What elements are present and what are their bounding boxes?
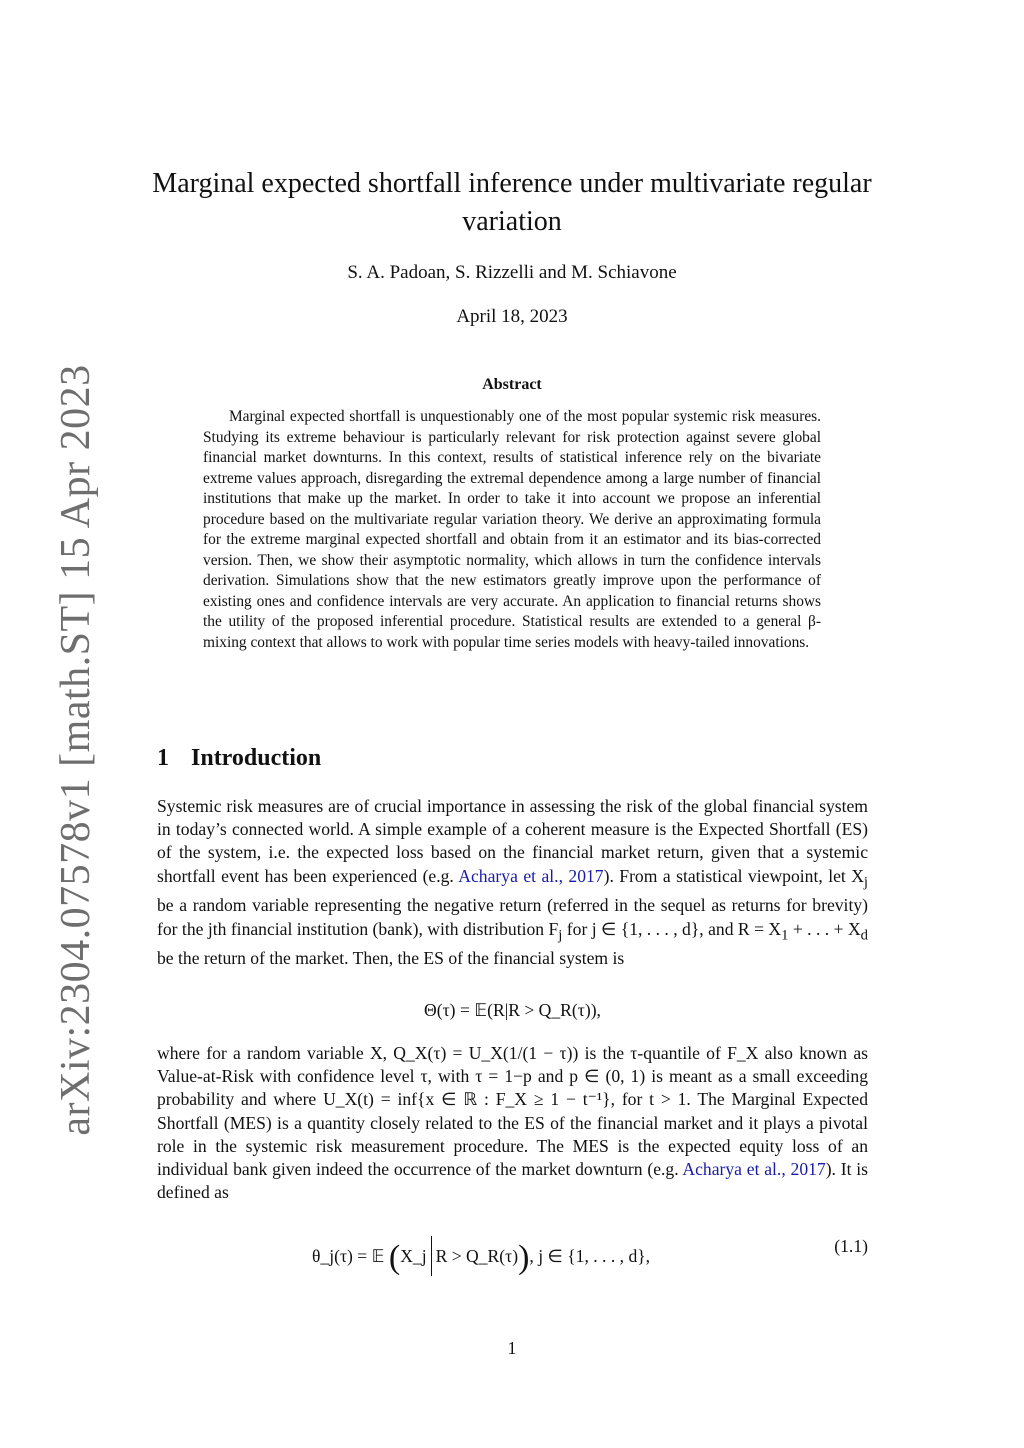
equation-expected-shortfall: Θ(τ) = 𝔼(R|R > Q_R(τ)),	[424, 1000, 601, 1020]
section-heading-introduction	[157, 745, 321, 772]
section-title: Introduction	[191, 745, 322, 771]
citation-author: Acharya et al.	[682, 1159, 782, 1180]
intro-p1-text-d: for j ∈ {1, . . . , d}, and R = X	[562, 918, 782, 939]
subscript-1: 1	[781, 927, 789, 944]
equation-mes-tail: , j ∈ {1, . . . , d},	[529, 1246, 651, 1266]
paper-authors: S. A. Padoan, S. Rizzelli and M. Schiavone	[347, 262, 677, 283]
citation-year: 2017	[568, 865, 604, 886]
citation-separator: ,	[558, 865, 569, 886]
conditional-bar	[431, 1236, 432, 1276]
equation-mes-arg-left: X_j	[400, 1246, 427, 1266]
citation-acharya-1[interactable]	[458, 866, 603, 886]
subscript-j: j	[863, 874, 868, 891]
arxiv-identifier-stamp: arXiv:2304.07578v1 [math.ST] 15 Apr 2023	[53, 364, 99, 1136]
intro-p1-text-e: + . . . + X	[788, 918, 861, 939]
equation-mes	[157, 1230, 868, 1276]
subscript-d: d	[860, 927, 868, 944]
intro-p1-text-f: be the return of the market. Then, the ES of the financial system is	[157, 948, 625, 969]
subscript-j-2: j	[558, 927, 563, 944]
citation-separator: ,	[781, 1159, 791, 1180]
equation-mes-content	[312, 1236, 650, 1276]
intro-paragraph-1	[157, 795, 868, 970]
intro-p1-text-c: be a random variable representing the negative return (referred in the sequel as returns for brevity) for the jth financial institution (bank), with distribution F	[157, 895, 868, 939]
abstract-text: Marginal expected shortfall is unquestionably one of the most popular systemic risk measures. Studying its extreme behaviour is particularly relevant for risk protection against severe global financial market downturns. In this context, results of statistical inference rely on the bivariate extreme values approach, disregarding the extremal dependence among a large number of financial institutions that make up the market. In order to take it into account we propose an inferential procedure based on the multivariate regular variation theory. We derive an approximating formula for the extreme marginal expected shortfall and obtain from it an estimator and its bias-corrected version. Then, we show their asymptotic normality, which allows in turn the confidence intervals derivation. Simulations show that the new estimators greatly improve upon the performance of existing ones and confidence intervals are very accurate. An application to financial returns shows the utility of the proposed inferential procedure. Statistical results are extended to a general β-mixing context that allows to work with popular time series models with heavy-tailed innovations.	[203, 408, 821, 651]
paper-date: April 18, 2023	[456, 306, 568, 327]
left-paren: (	[388, 1239, 401, 1276]
equation-number: (1.1)	[834, 1236, 868, 1256]
page-number: 1	[507, 1338, 517, 1358]
citation-author: Acharya et al.	[458, 865, 559, 886]
paper-title: Marginal expected shortfall inference under multivariate regular variation	[152, 168, 872, 237]
citation-acharya-2[interactable]	[682, 1159, 825, 1179]
equation-mes-lhs: θ_j(τ) = 𝔼	[312, 1246, 385, 1266]
section-number: 1	[157, 745, 169, 771]
intro-paragraph-2	[157, 1042, 868, 1204]
citation-year: 2017	[790, 1159, 826, 1180]
right-paren: )	[518, 1239, 530, 1276]
intro-p2-text-b: ). It is defined as	[157, 1159, 868, 1203]
intro-p1-text-a: Systemic risk measures are of crucial importance in assessing the risk of the global financial system in today’s connected world. A simple example of a coherent measure is the Expected Shortfall (ES) of the system, i.e. the expected loss based on the financial market return, given that a systemic shortfall event has been experienced (e.g.	[157, 796, 868, 886]
intro-p1-text-b: ). From a statistical viewpoint, let X	[603, 865, 864, 886]
equation-mes-arg-right: R > Q_R(τ)	[435, 1246, 519, 1266]
intro-p2-text-a: where for a random variable X, Q_X(τ) = U_X(1/(1 − τ)) is the τ-quantile of F_X also known as Value-at-Risk with confidence level τ, with τ = 1−p and p ∈ (0, 1) is meant as a small exceeding probability and where U_X(t) = inf{x ∈ ℝ : F_X ≥ 1 − t⁻¹}, for t > 1. The Marginal Expected Shortfall (MES) is a quantity closely related to the ES of the financial market and it plays a pivotal role in the systemic risk measurement procedure. The MES is the expected equity loss of an individual bank given indeed the occurrence of the market downturn (e.g.	[157, 1043, 868, 1180]
abstract-heading: Abstract	[482, 376, 542, 393]
